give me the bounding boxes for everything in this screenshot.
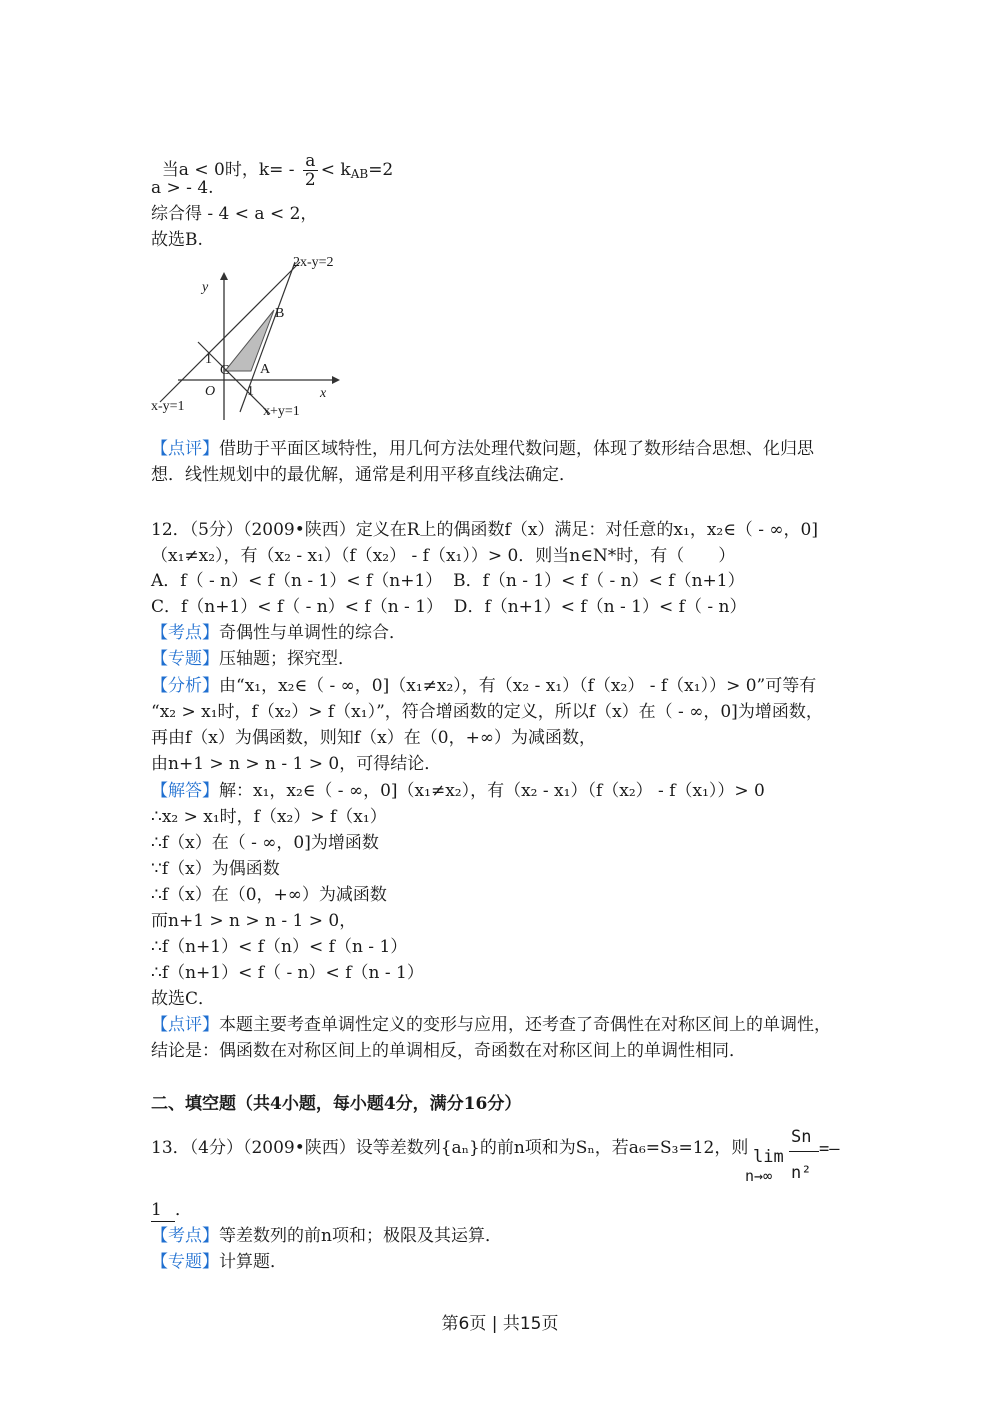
q12-jieda-2: ∴x₂ > x₁时，f（x₂）> f（x₁） [151,807,387,827]
q13-answer: 1 [151,1199,175,1222]
fraction-numerator: Sn [791,1127,812,1147]
fraction-a-over-2: $\frac{a}{2}$ [304,151,316,190]
limit-expression [745,1125,855,1195]
sol11-line4: 故选B. [151,230,203,250]
x-axis-arrow [332,376,340,384]
q12-line2: （x₁≠x₂），有（x₂ - x₁）（f（x₂） - f（x₁））> 0．则当n∈N*时，有（ ） [151,546,736,566]
q12-jieda-1: 【解答】解：x₁，x₂∈（ - ∞，0]（x₁≠x₂），有（x₂ - x₁）（f（x₂） - f（x₁））> 0 [151,781,765,801]
label-A: A [260,362,271,377]
feasible-region-figure [150,252,350,422]
q12-fenxi-3: 再由f（x）为偶函数，则知f（x）在（0，+∞）为减函数， [151,728,596,748]
comment11-line1: 【点评】借助于平面区域特性，用几何方法处理代数问题，体现了数形结合思想、化归思 [151,439,814,459]
comment-tag: 【点评】 [151,439,219,459]
sol11-line3: 综合得 - 4 < a < 2， [151,204,318,224]
label-x-y-1: x-y=1 [151,399,185,414]
q13-line1: 13．（4分）（2009•陕西）设等差数列{aₙ}的前n项和为Sₙ，若a₆=S₃=12，则 [151,1138,749,1158]
y-axis-arrow [220,272,228,280]
q12-jieda-7: ∴f（n+1）< f（n）< f（n - 1） [151,937,408,957]
fraction-bar [789,1151,819,1152]
page-footer: 第6页 | 共15页 [441,1314,559,1334]
label-2x-y-2: 2x-y=2 [293,255,334,270]
q12-kaodian: 【考点】奇偶性与单调性的综合． [151,623,406,643]
q12-fenxi-2: “x₂ > x₁时，f（x₂）> f（x₁）”，符合增函数的定义，所以f（x）在（ - ∞，0]为增函数， [151,702,823,722]
equals-blank: =— [819,1139,840,1159]
label-1-y: 1 [205,352,212,367]
q12-line1: 12．（5分）（2009•陕西）定义在R上的偶函数f（x）满足：对任意的x₁，x₂∈（ - ∞，0] [151,520,818,540]
label-B: B [275,306,285,321]
q12-dianping-2: 结论是：偶函数在对称区间上的单调相反，奇函数在对称区间上的单调性相同． [151,1041,746,1061]
q12-zhuanti: 【专题】压轴题；探究型． [151,649,355,669]
comment11-line2: 想．线性规划中的最优解，通常是利用平移直线法确定． [151,465,576,485]
q12-option-ab: A．f（ - n）< f（n - 1）< f（n+1） B．f（n - 1）< f（ - n）< f（n+1） [151,571,745,591]
q12-fenxi-1: 【分析】由“x₁，x₂∈（ - ∞，0]（x₁≠x₂），有（x₂ - x₁）（f（x₂） - f（x₁））> 0”可等有 [151,676,817,696]
q12-jieda-4: ∵f（x）为偶函数 [151,859,280,879]
q12-jieda-3: ∴f（x）在（ - ∞，0]为增函数 [151,833,379,853]
sol11-line1: 当a < 0时，k= - $\frac{a}{2}$ < $k_{AB}=2$ [161,151,394,190]
lim-word: lim [753,1147,784,1167]
lim-subscript: n→∞ [745,1167,773,1185]
label-y: y [202,280,209,295]
section-heading: 二、填空题（共4小题，每小题4分，满分16分） [151,1094,522,1114]
label-x-plus-y-1: x+y=1 [263,404,300,419]
label-O: O [205,384,216,399]
label-1-x: 1 [247,384,254,399]
q13-kaodian: 【考点】等差数列的前n项和；极限及其运算． [151,1226,502,1246]
q12-jieda-9: 故选C． [151,989,216,1009]
q13-zhuanti: 【专题】计算题． [151,1252,287,1272]
q12-jieda-8: ∴f（n+1）< f（ - n）< f（n - 1） [151,963,424,983]
q12-dianping-1: 【点评】本题主要考查单调性定义的变形与应用，还考查了奇偶性在对称区间上的单调性， [151,1015,831,1035]
q12-fenxi-4: 由n+1 > n > n - 1 > 0，可得结论． [151,754,442,774]
q12-option-cd: C．f（n+1）< f（ - n）< f（n - 1） D．f（n+1）< f（n - 1）< f（ - n） [151,597,747,617]
label-C: C [220,363,230,378]
fraction-denominator: n² [791,1163,812,1183]
q13-answer-line: 1 ． [151,1200,192,1220]
sol11-line2: a > - 4. [151,178,214,198]
label-x: x [320,386,327,401]
q12-jieda-6: 而n+1 > n > n - 1 > 0， [151,911,357,931]
line-x-y-1 [160,262,300,402]
q12-jieda-5: ∴f（x）在（0，+∞）为减函数 [151,885,387,905]
